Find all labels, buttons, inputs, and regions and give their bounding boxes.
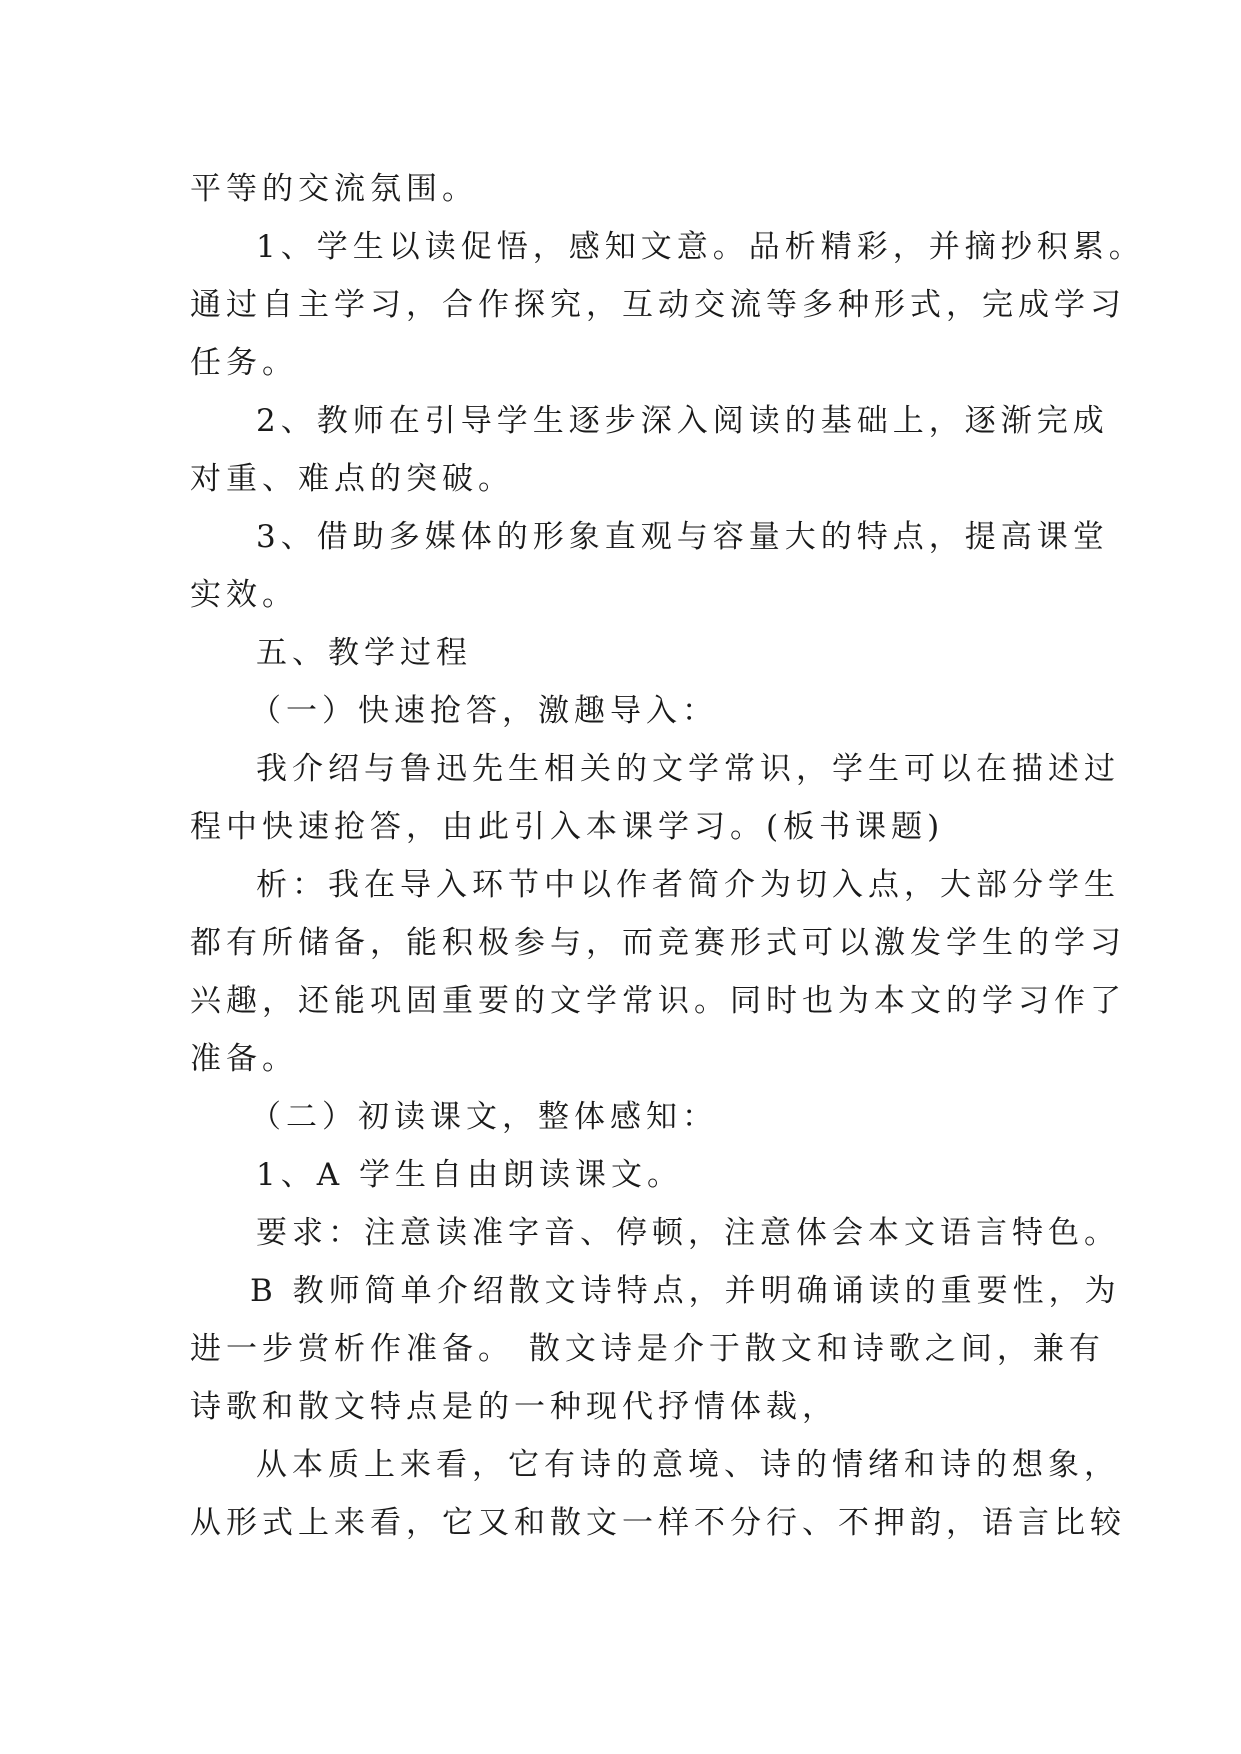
section-heading: 五、教学过程 — [256, 635, 472, 671]
text-line: 都有所储备，能积极参与，而竞赛形式可以激发学生的学习 — [190, 925, 1126, 961]
text-line: 要求：注意读准字音、停顿，注意体会本文语言特色。 — [256, 1215, 1120, 1251]
text-line: 从形式上来看，它又和散文一样不分行、不押韵，语言比较 — [190, 1505, 1126, 1541]
text-line: 析：我在导入环节中以作者简介为切入点，大部分学生 — [256, 867, 1120, 903]
text-line: 通过自主学习，合作探究，互动交流等多种形式，完成学习 — [190, 287, 1126, 323]
text-line: 3、借助多媒体的形象直观与容量大的特点，提高课堂 — [256, 519, 1109, 555]
text-line: 实效。 — [190, 577, 298, 613]
text-line: 程中快速抢答，由此引入本课学习。(板书课题) — [190, 809, 945, 845]
text-line: 1、学生以读促悟，感知文意。品析精彩，并摘抄积累。 — [256, 229, 1145, 265]
text-line: 对重、难点的突破。 — [190, 461, 514, 497]
text-line: 从本质上来看，它有诗的意境、诗的情绪和诗的想象， — [256, 1447, 1120, 1483]
text-line: 2、教师在引导学生逐步深入阅读的基础上，逐渐完成 — [256, 403, 1109, 439]
text-line: 1、A 学生自由朗读课文。 — [256, 1157, 683, 1193]
subsection-heading: （二）初读课文，整体感知： — [250, 1099, 718, 1135]
subsection-heading: （一）快速抢答，激趣导入： — [250, 693, 718, 729]
text-line: B 教师简单介绍散文诗特点，并明确诵读的重要性，为 — [250, 1273, 1121, 1309]
text-line: 我介绍与鲁迅先生相关的文学常识，学生可以在描述过 — [256, 751, 1120, 787]
text-line: 任务。 — [190, 345, 298, 381]
text-line: 准备。 — [190, 1041, 298, 1077]
text-line: 平等的交流氛围。 — [190, 171, 478, 207]
document-body — [190, 160, 1145, 1552]
text-line: 进一步赏析作准备。 散文诗是介于散文和诗歌之间，兼有 — [190, 1331, 1105, 1367]
text-line: 兴趣，还能巩固重要的文学常识。同时也为本文的学习作了 — [190, 983, 1126, 1019]
text-line: 诗歌和散文特点是的一种现代抒情体裁， — [190, 1389, 838, 1425]
